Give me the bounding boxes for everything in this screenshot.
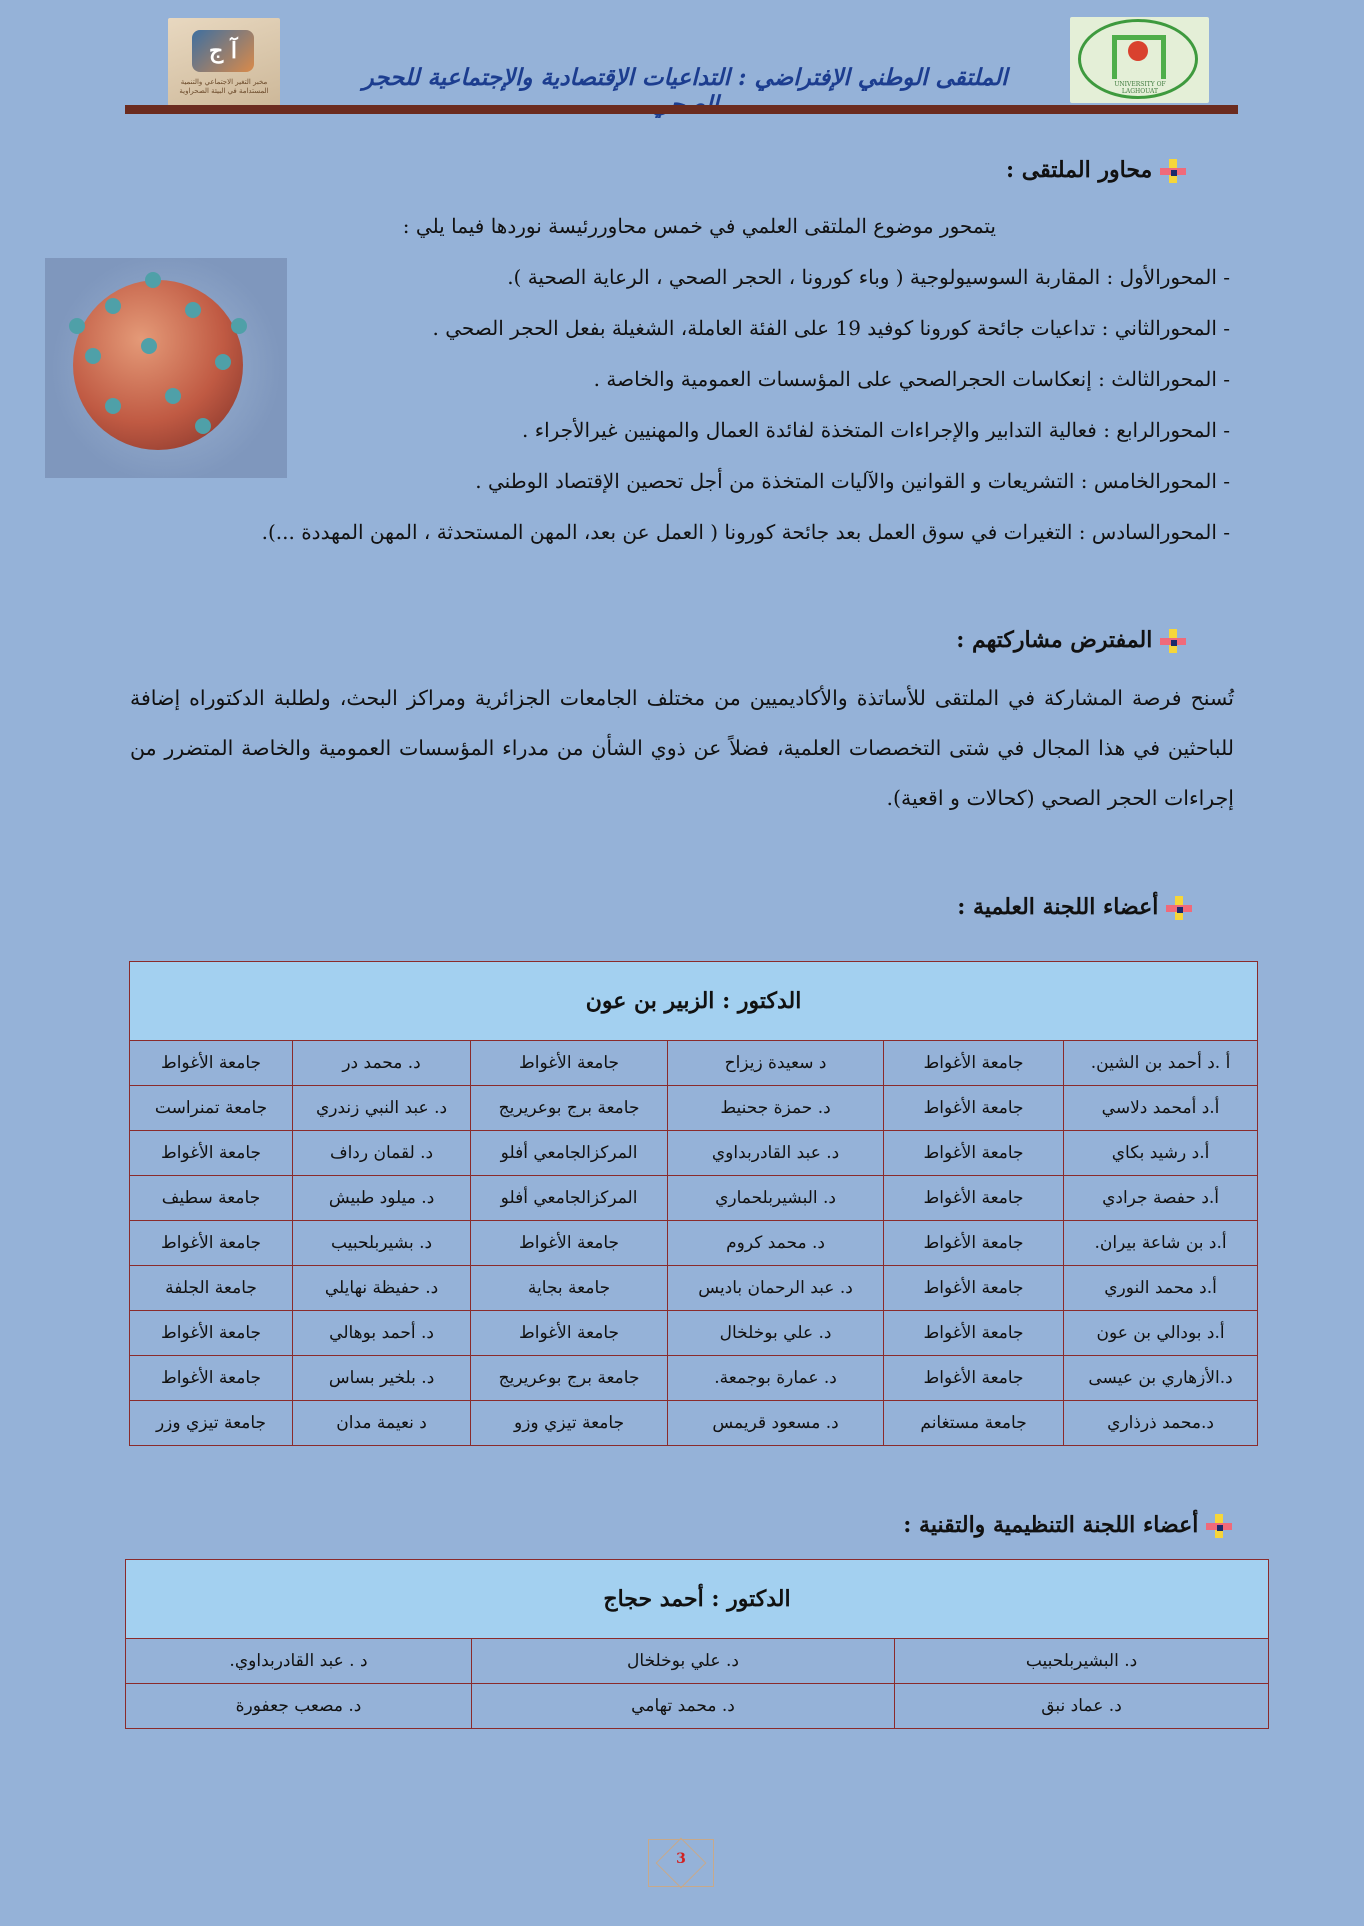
table-cell: أ .د أحمد بن الشين. bbox=[1064, 1041, 1258, 1086]
table-cell: د. أحمد بوهالي bbox=[293, 1311, 471, 1356]
table-cell: جامعة الأغواط bbox=[884, 1311, 1064, 1356]
table-cell: د. عبد النبي زندري bbox=[293, 1086, 471, 1131]
university-logo bbox=[1070, 17, 1209, 103]
axis-item-4: - المحورالرابع : فعالية التدابير والإجراءات المتخذة لفائدة العمال والمهنيين غيرالأجراء . bbox=[522, 418, 1230, 442]
header-title: الملتقى الوطني الإفتراضي : التداعيات الإقتصادية والإجتماعية للحجر bbox=[362, 64, 1008, 91]
table-cell: جامعة الأغواط bbox=[471, 1311, 668, 1356]
table-cell: أ.د بودالي بن عون bbox=[1064, 1311, 1258, 1356]
axis-item-1: - المحورالأول : المقاربة السوسيولوجية ( وباء كورونا ، الحجر الصحي ، الرعاية الصحية ). bbox=[507, 265, 1230, 289]
table-cell: أ.د حفصة جرادي bbox=[1064, 1176, 1258, 1221]
organizing-committee-table bbox=[125, 1559, 1269, 1729]
scientific-heading bbox=[957, 894, 1192, 920]
organizing-chair: الدكتور : أحمد حجاج bbox=[126, 1560, 1269, 1639]
bullet-icon bbox=[1206, 1514, 1232, 1538]
table-cell: د. محمد كروم bbox=[668, 1221, 884, 1266]
table-cell: جامعة الأغواط bbox=[884, 1266, 1064, 1311]
participants-heading-text: المفترض مشاركتهم : bbox=[956, 627, 1153, 653]
table-cell: جامعة الأغواط bbox=[471, 1221, 668, 1266]
table-cell: د . عبد القادربداوي. bbox=[126, 1639, 472, 1684]
page-number: 3 bbox=[676, 1851, 686, 1867]
table-cell: جامعة الأغواط bbox=[130, 1311, 293, 1356]
table-cell: جامعة الأغواط bbox=[130, 1221, 293, 1266]
table-cell: د. مسعود قريمس bbox=[668, 1401, 884, 1446]
table-row bbox=[130, 1266, 1258, 1311]
scientific-chair: الدكتور : الزبير بن عون bbox=[130, 962, 1258, 1041]
table-cell: جامعة برج بوعريريج bbox=[471, 1086, 668, 1131]
table-cell: جامعة الأغواط bbox=[130, 1131, 293, 1176]
bullet-icon bbox=[1160, 629, 1186, 653]
lab-logo bbox=[168, 18, 280, 106]
table-row bbox=[130, 1311, 1258, 1356]
header-rule bbox=[125, 105, 1238, 114]
table-row bbox=[130, 1176, 1258, 1221]
table-cell: جامعة الأغواط bbox=[884, 1041, 1064, 1086]
table-cell: د. بلخير بساس bbox=[293, 1356, 471, 1401]
university-logo-text: UNIVERSITY OF LAGHOUAT bbox=[1114, 81, 1166, 95]
table-cell: جامعة الأغواط bbox=[884, 1221, 1064, 1266]
participants-heading bbox=[956, 627, 1186, 653]
table-cell: د. لقمان رداف bbox=[293, 1131, 471, 1176]
table-cell: د. بشيربلحبيب bbox=[293, 1221, 471, 1266]
scientific-committee-table bbox=[129, 961, 1258, 1446]
table-cell: أ.د محمد النوري bbox=[1064, 1266, 1258, 1311]
table-cell: أ.د بن شاعة بيران. bbox=[1064, 1221, 1258, 1266]
table-cell: جامعة الأغواط bbox=[130, 1041, 293, 1086]
table-cell: د. محمد در bbox=[293, 1041, 471, 1086]
table-cell: أ.د أمحمد دلاسي bbox=[1064, 1086, 1258, 1131]
table-cell: د سعيدة زيزاح bbox=[668, 1041, 884, 1086]
table-cell: د. عبد القادربداوي bbox=[668, 1131, 884, 1176]
axis-item-5: - المحورالخامس : التشريعات و القوانين والآليات المتخذة من أجل تحصين الإقتصاد الوطني . bbox=[475, 469, 1230, 493]
table-row bbox=[126, 1639, 1269, 1684]
table-row bbox=[130, 1221, 1258, 1266]
university-flame-icon bbox=[1128, 41, 1148, 61]
table-cell: جامعة الأغواط bbox=[884, 1086, 1064, 1131]
table-cell: د. محمد تهامي bbox=[472, 1684, 895, 1729]
table-cell: د. عبد الرحمان باديس bbox=[668, 1266, 884, 1311]
table-cell: جامعة الأغواط bbox=[884, 1131, 1064, 1176]
table-cell: د. علي بوخلخال bbox=[668, 1311, 884, 1356]
table-cell: د. علي بوخلخال bbox=[472, 1639, 895, 1684]
table-row bbox=[130, 1041, 1258, 1086]
table-cell: جامعة الجلفة bbox=[130, 1266, 293, 1311]
table-cell: د. حمزة جحنيط bbox=[668, 1086, 884, 1131]
table-cell: جامعة الأغواط bbox=[471, 1041, 668, 1086]
table-cell: أ.د رشيد بكاي bbox=[1064, 1131, 1258, 1176]
axis-item-3: - المحورالثالث : إنعكاسات الحجرالصحي على المؤسسات العمومية والخاصة . bbox=[593, 367, 1230, 391]
table-cell: د. حفيظة نهايلي bbox=[293, 1266, 471, 1311]
table-cell: المركزالجامعي أفلو bbox=[471, 1176, 668, 1221]
bullet-icon bbox=[1166, 896, 1192, 920]
table-cell: د. ميلود طبيش bbox=[293, 1176, 471, 1221]
axes-intro: يتمحور موضوع الملتقى العلمي في خمس محاوررئيسة نوردها فيما يلي : bbox=[402, 214, 996, 238]
table-cell: جامعة تيزي وزو bbox=[471, 1401, 668, 1446]
axis-item-6: - المحورالسادس : التغيرات في سوق العمل بعد جائحة كورونا ( العمل عن بعد، المهن المستحدثة ، المهن المهددة ...). bbox=[261, 520, 1230, 544]
table-cell: جامعة تيزي وزر bbox=[130, 1401, 293, 1446]
table-row bbox=[130, 1356, 1258, 1401]
lab-logo-mark: آ ج bbox=[192, 30, 254, 72]
table-cell: د. البشيربلحماري bbox=[668, 1176, 884, 1221]
table-cell: المركزالجامعي أفلو bbox=[471, 1131, 668, 1176]
participants-paragraph: تُسنح فرصة المشاركة في الملتقى للأساتذة والأكاديميين من مختلف الجامعات الجزائرية ومراكز البحث، ولطلبة الدكتوراه إضافة للباحثين في هذا المجال في شتى التخصصات العلمية، فضلاً عن ذوي الشأن من مدراء المؤسسات العمومية والخاصة المتضرر من إجراءات الحجر الصحي (كحالات و اقعية). bbox=[130, 686, 1234, 810]
organizing-heading-text: أعضاء اللجنة التنظيمية والتقنية : bbox=[903, 1512, 1199, 1538]
organizing-heading bbox=[903, 1512, 1232, 1538]
axis-item-2: - المحورالثاني : تداعيات جائحة كورونا كوفيد 19 على الفئة العاملة، الشغيلة بفعل الحجر الصحي . bbox=[432, 316, 1230, 340]
table-cell: د.محمد ذرذاري bbox=[1064, 1401, 1258, 1446]
table-cell: د. عمارة بوجمعة. bbox=[668, 1356, 884, 1401]
axes-heading-text: محاور الملتقى : bbox=[1006, 157, 1153, 183]
table-cell: جامعة تمنراست bbox=[130, 1086, 293, 1131]
table-cell: د نعيمة مدان bbox=[293, 1401, 471, 1446]
table-cell: جامعة سطيف bbox=[130, 1176, 293, 1221]
table-row bbox=[130, 1401, 1258, 1446]
table-cell: جامعة مستغانم bbox=[884, 1401, 1064, 1446]
table-cell: د. مصعب جعفورة bbox=[126, 1684, 472, 1729]
table-cell: د. عماد نبق bbox=[895, 1684, 1269, 1729]
table-cell: جامعة الأغواط bbox=[130, 1356, 293, 1401]
table-cell: جامعة الأغواط bbox=[884, 1356, 1064, 1401]
table-row bbox=[130, 1131, 1258, 1176]
table-cell: جامعة برج بوعريريج bbox=[471, 1356, 668, 1401]
scientific-heading-text: أعضاء اللجنة العلمية : bbox=[957, 894, 1159, 920]
bullet-icon bbox=[1160, 159, 1186, 183]
axes-heading bbox=[1006, 157, 1186, 183]
table-cell: د.الأزهاري بن عيسى bbox=[1064, 1356, 1258, 1401]
table-cell: جامعة الأغواط bbox=[884, 1176, 1064, 1221]
table-cell: جامعة بجاية bbox=[471, 1266, 668, 1311]
table-cell: د. البشيربلحبيب bbox=[895, 1639, 1269, 1684]
table-row bbox=[126, 1684, 1269, 1729]
table-row bbox=[130, 1086, 1258, 1131]
coronavirus-image bbox=[45, 258, 287, 478]
lab-logo-text: مخبر التغير الاجتماعي والتنمية المستدامة في البيئة الصحراوية bbox=[179, 78, 269, 95]
